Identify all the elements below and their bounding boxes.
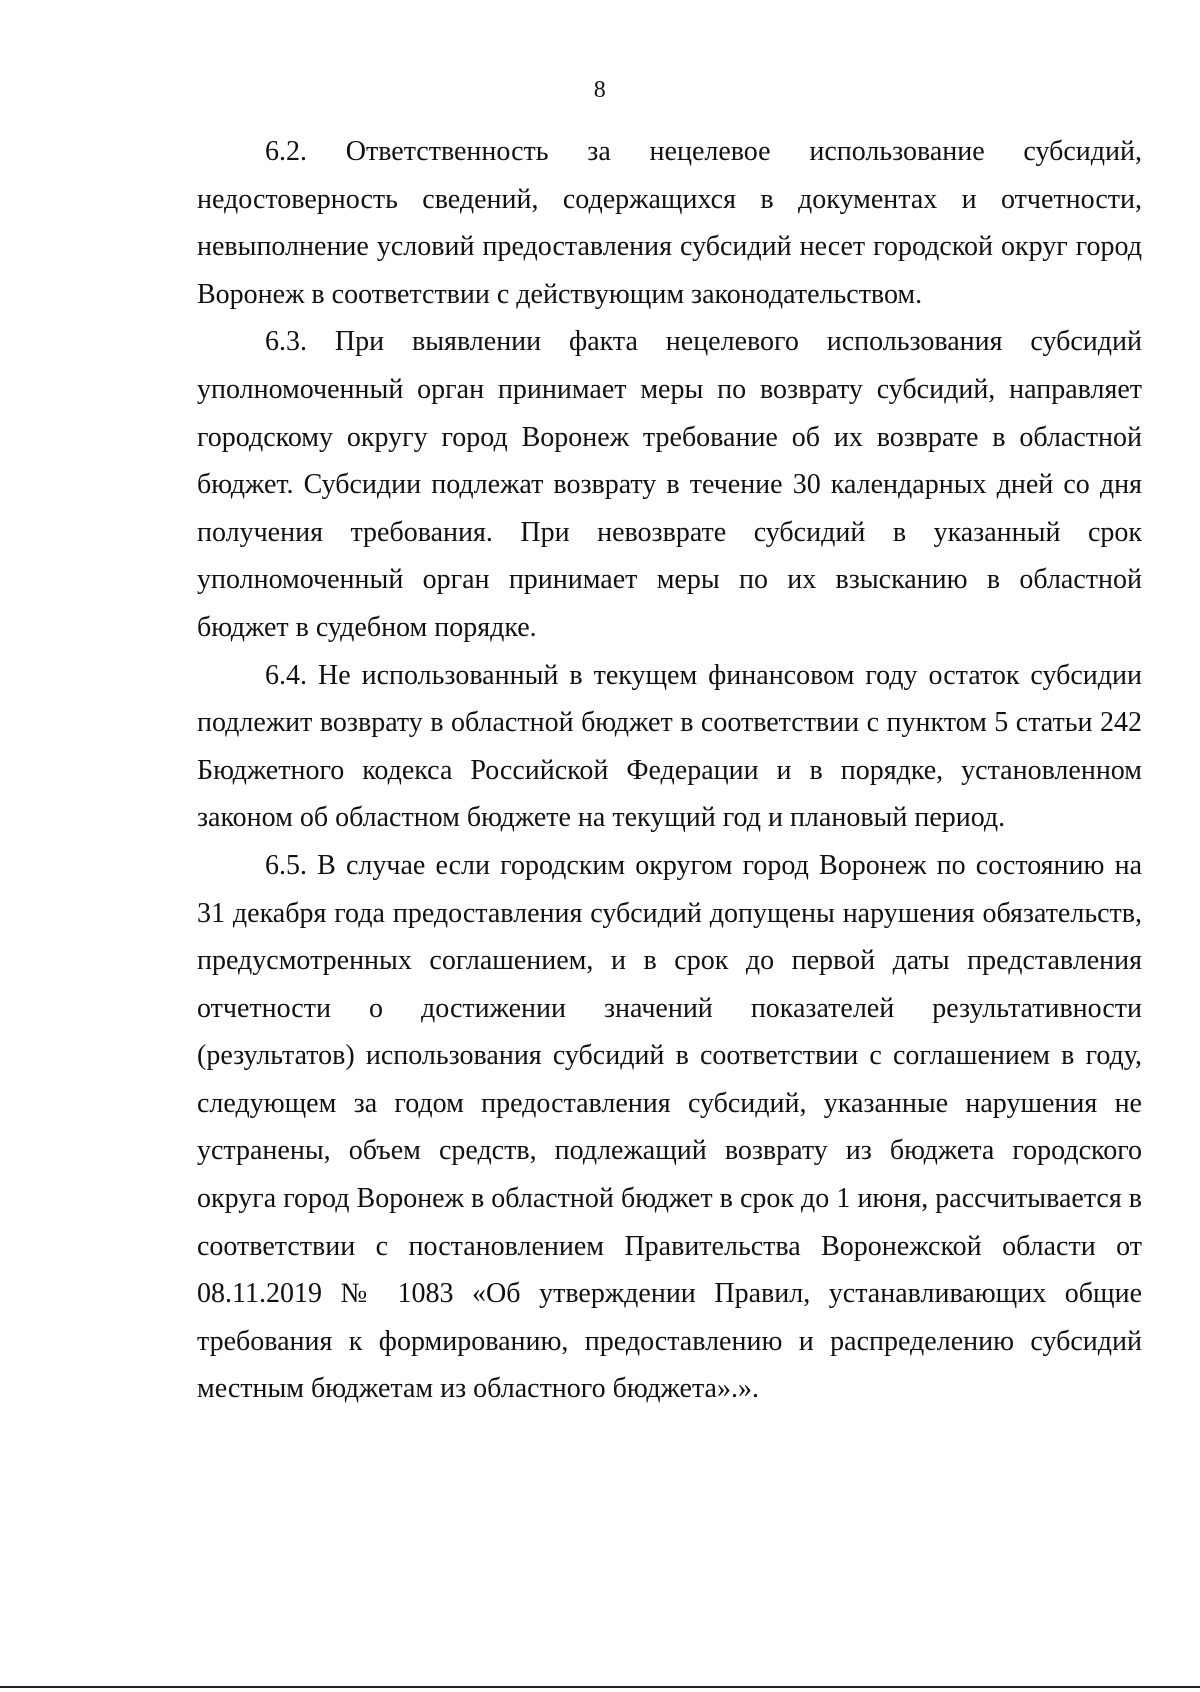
paragraph-6-4: 6.4. Не использованный в текущем финансовом году остаток субсидии подлежит возврату в областной бюджет в соответствии с пунктом 5 статьи 242 Бюджетного кодекса Российской Федерации и в порядке, установленном законом об областном бюджете на текущий год и плановый период. bbox=[197, 659, 1142, 834]
paragraph-6-3: 6.3. При выявлении факта нецелевого использования субсидий уполномоченный орган принимает меры по возврату субсидий, направляет городскому округу город Воронеж требование об их возврате в областной бюджет. Субсидии подлежат возврату в течение 30 календарных дней со дня получения требования. При невозврате субсидий в указанный срок уполномоченный орган принимает меры по их взысканию в областной бюджет в судебном порядке. bbox=[197, 326, 1142, 643]
document-body bbox=[197, 128, 1142, 1413]
page-number: 8 bbox=[593, 77, 607, 103]
paragraph-6-2: 6.2. Ответственность за нецелевое использование субсидий, недостоверность сведений, содержащихся в документах и отчетности, невыполнение условий предоставления субсидий несет городской округ город Воронеж в соответствии с действующим законодательством. bbox=[197, 136, 1142, 310]
scan-bottom-edge bbox=[0, 1686, 1200, 1688]
paragraph-6-5: 6.5. В случае если городским округом город Воронеж по состоянию на 31 декабря года предоставления субсидий допущены нарушения обязательств, предусмотренных соглашением, и в срок до первой даты представления отчетности о достижении значений показателей результативности (результатов) использования субсидий в соответствии с соглашением в году, следующем за годом предоставления субсидий, указанные нарушения не устранены, объем средств, подлежащий возврату из бюджета городского округа город Воронеж в областной бюджет в срок до 1 июня, рассчитывается в соответствии с постановлением Правительства Воронежской области от 08.11.2019 № 1083 «Об утверждении Правил, устанавливающих общие требования к формированию, предоставлению и распределению субсидий местным бюджетам из областного бюджета».». bbox=[197, 849, 1142, 1405]
